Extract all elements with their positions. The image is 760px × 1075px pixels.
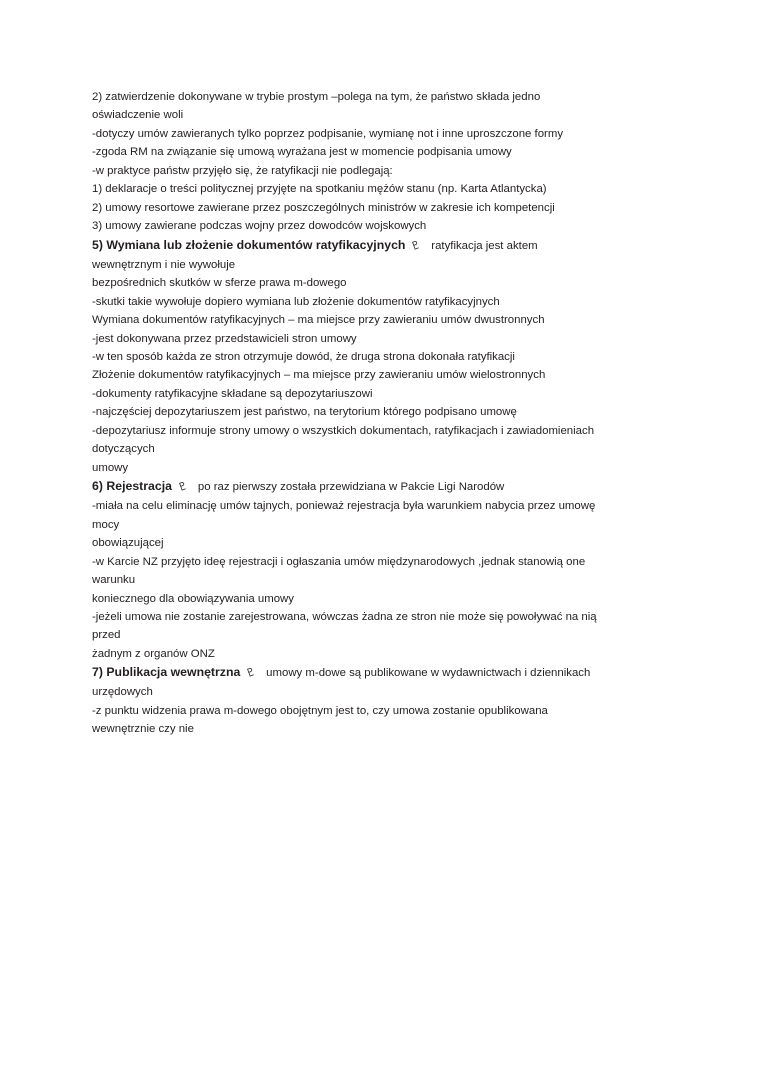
section-heading-text: 6) Rejestracja [92,479,172,494]
paragraph-line: oświadczenie woli [92,109,184,122]
paragraph-line: bezpośrednich skutków w sferze prawa m-dowego [92,277,347,290]
paragraph-line: -w ten sposób każda ze stron otrzymuje dowód, że druga strona dokonała ratyfikacji [92,351,515,363]
bullet-icon: ♇ [175,479,190,495]
bullet-icon: ♇ [409,237,424,254]
paragraph-line: -dotyczy umów zawieranych tylko poprzez podpisanie, wymianę not i inne uproszczone formy [92,127,564,140]
section-heading [92,236,668,256]
section-heading-note: po raz pierwszy została przewidziana w Pakcie Ligi Narodów [197,481,505,494]
paragraph-line: wewnętrznym i nie wywołuje [92,258,236,271]
paragraph-line: Złożenie dokumentów ratyfikacyjnych – ma miejsce przy zawieraniu umów wielostronnych [92,369,546,382]
paragraph-line: żadnym z organów ONZ [92,647,215,660]
paragraph-line: -zgoda RM na związanie się umową wyrażana jest w momencie podpisania umowy [92,146,512,159]
section-heading-text: 7) Publikacja wewnętrzna [92,665,241,680]
paragraph-line: obowiązującej [92,537,164,550]
paragraph-line: warunku [92,574,136,587]
paragraph-line: urzędowych [92,686,153,699]
bullet-icon: ♇ [244,665,258,681]
paragraph-line: -w Karcie NZ przyjęto ideę rejestracji i ogłaszania umów międzynarodowych ,jednak stanowią one [92,555,586,568]
paragraph-line: -najczęściej depozytariuszem jest państwo, na terytorium którego podpisano umowę [92,406,517,419]
section-heading [92,477,668,497]
paragraph-line: -miała na celu eliminację umów tajnych, ponieważ rejestracja była warunkiem nabycia przez umowę [92,500,596,513]
section-heading [92,663,668,683]
section-heading-note: umowy m-dowe są publikowane w wydawnictwach i dziennikach [266,667,591,680]
document-body [92,88,668,739]
paragraph-line: 3) umowy zawierane podczas wojny przez dowodców wojskowych [92,220,427,233]
paragraph-line: -jest dokonywana przez przedstawicieli stron umowy [92,332,357,345]
paragraph-line: -jeżeli umowa nie zostanie zarejestrowana, wówczas żadna ze stron nie może się powoływać na nią [92,611,597,623]
paragraph-line: 2) zatwierdzenie dokonywane w trybie prostym –polega na tym, że państwo składa jedno [92,91,541,103]
section-heading-text: 5) Wymiana lub złożenie dokumentów ratyfikacyjnych [92,237,406,252]
paragraph-line: umowy [92,461,129,474]
paragraph-line: koniecznego dla obowiązywania umowy [92,592,294,605]
paragraph-line: dotyczących [92,443,155,456]
paragraph-line: 2) umowy resortowe zawierane przez poszczególnych ministrów w zakresie ich kompetencji [92,201,555,214]
paragraph-line: -depozytariusz informuje strony umowy o wszystkich dokumentach, ratyfikacjach i zawiadomieniach [92,424,595,437]
paragraph-line: mocy [92,518,120,531]
section-heading-note: ratyfikacja jest aktem [431,239,538,252]
paragraph-line: -dokumenty ratyfikacyjne składane są depozytariuszowi [92,387,373,400]
paragraph-line: -skutki takie wywołuje dopiero wymiana lub złożenie dokumentów ratyfikacyjnych [92,295,500,308]
paragraph-line: przed [92,629,121,642]
paragraph-line: -w praktyce państw przyjęło się, że ratyfikacji nie podlegają: [92,164,393,177]
paragraph-line: -z punktu widzenia prawa m-dowego obojętnym jest to, czy umowa zostanie opublikowana [92,704,548,717]
paragraph-line: Wymiana dokumentów ratyfikacyjnych – ma miejsce przy zawieraniu umów dwustronnych [92,314,545,327]
paragraph-line: 1) deklaracje o treści politycznej przyjęte na spotkaniu mężów stanu (np. Karta Atlantycka) [92,183,547,196]
paragraph-line: wewnętrznie czy nie [92,723,194,736]
